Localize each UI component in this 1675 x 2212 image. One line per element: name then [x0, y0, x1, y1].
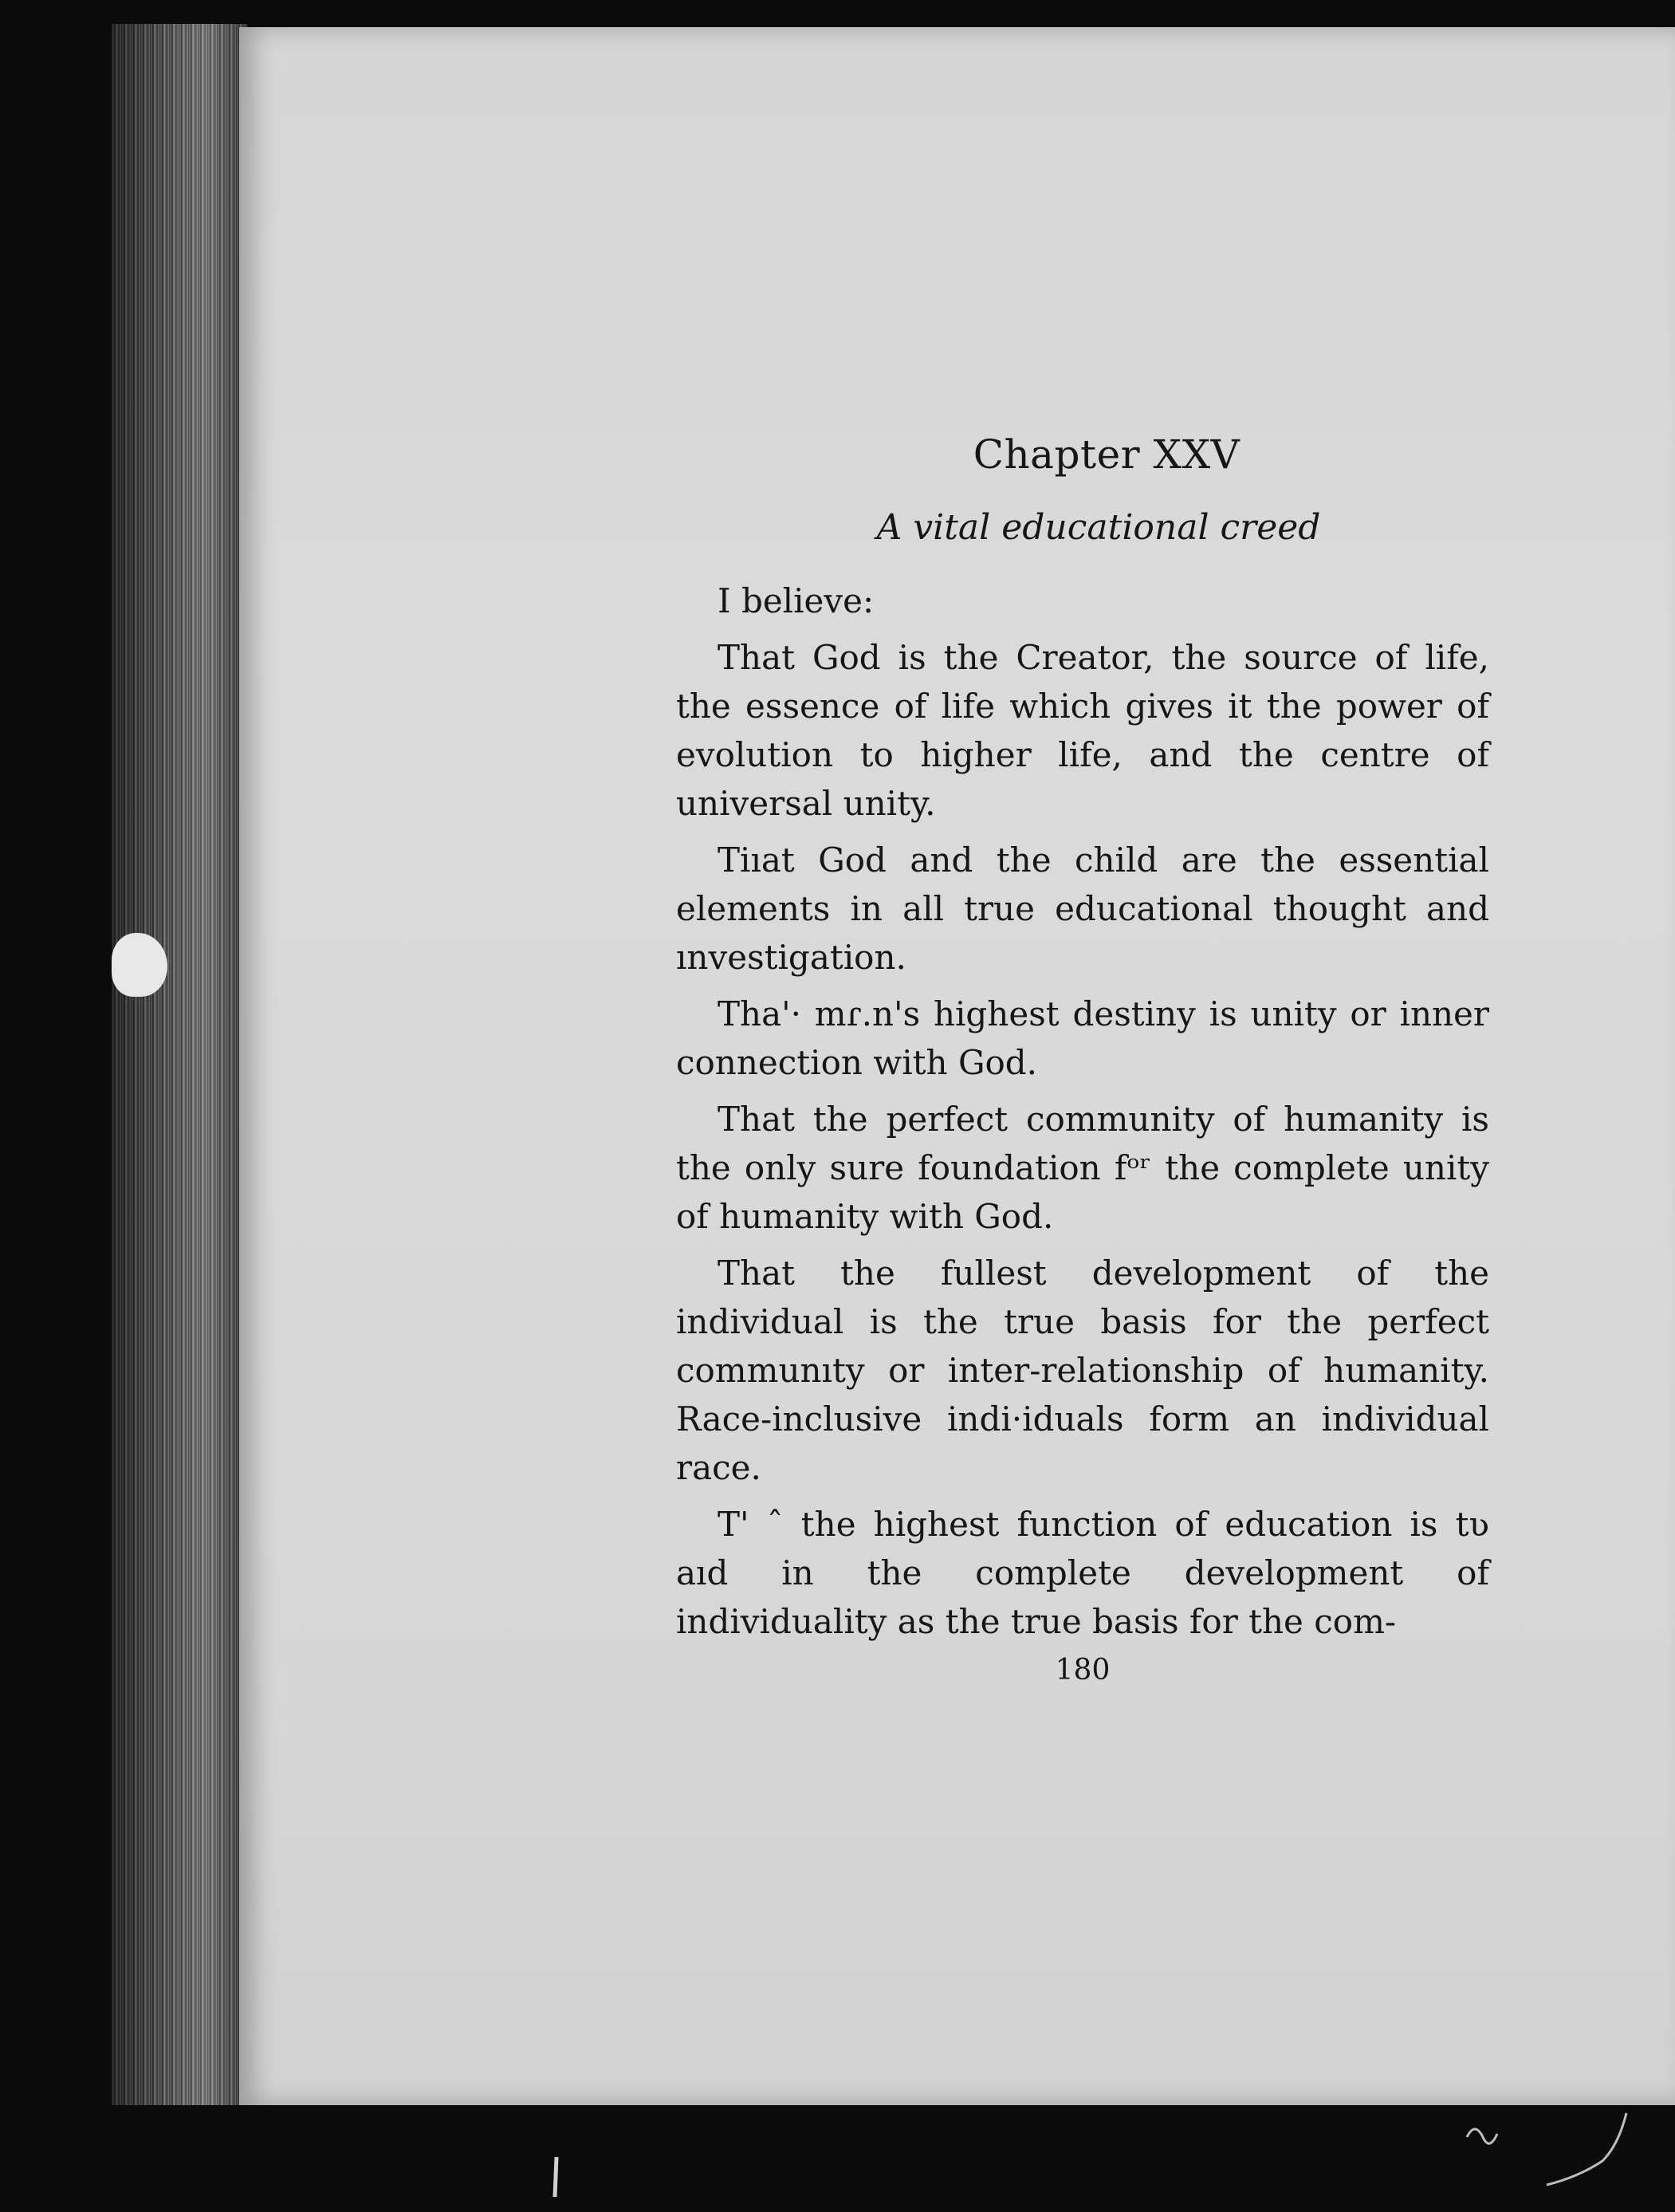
chapter-heading: Chapter XXV	[973, 431, 1241, 478]
page-number: 180	[1055, 1653, 1111, 1687]
paragraph: That the fullest development of the individual is the true basis for the perfect communıty or inter-relationship of humanity. Race-inclusive indi·iduals form an individual race.	[676, 1253, 1489, 1487]
page-text-block	[676, 431, 1489, 1687]
paragraph: I believe:	[718, 581, 875, 620]
paragraph: T' ˆ the highest function of education is tʋ aıd in the complete development of individuality as the true basis for the com-	[676, 1504, 1489, 1641]
paragraph: Tiıat God and the child are the essential elements in all true educational thought and ınvestigation.	[676, 840, 1489, 977]
paragraph: Tha'· mɾ.n's highest destiny is unity or inner connection with God.	[676, 994, 1489, 1082]
chapter-subtitle: A vital educational creed	[876, 507, 1321, 548]
bottom-tick	[549, 2153, 564, 2201]
paper-blot	[112, 933, 167, 997]
book-edge-shadow	[112, 24, 247, 2105]
paragraph: That the perfect community of humanity is the only sure foundation fᵒʳ the complete unity of humanity with God.	[676, 1099, 1489, 1236]
paragraph: That God is the Creator, the source of life, the essence of life which gives it the power of evolution to higher life, and the centre of universal unity.	[676, 637, 1489, 823]
bottom-dark-strip	[112, 2105, 1675, 2212]
corner-scribble	[1451, 2105, 1642, 2201]
